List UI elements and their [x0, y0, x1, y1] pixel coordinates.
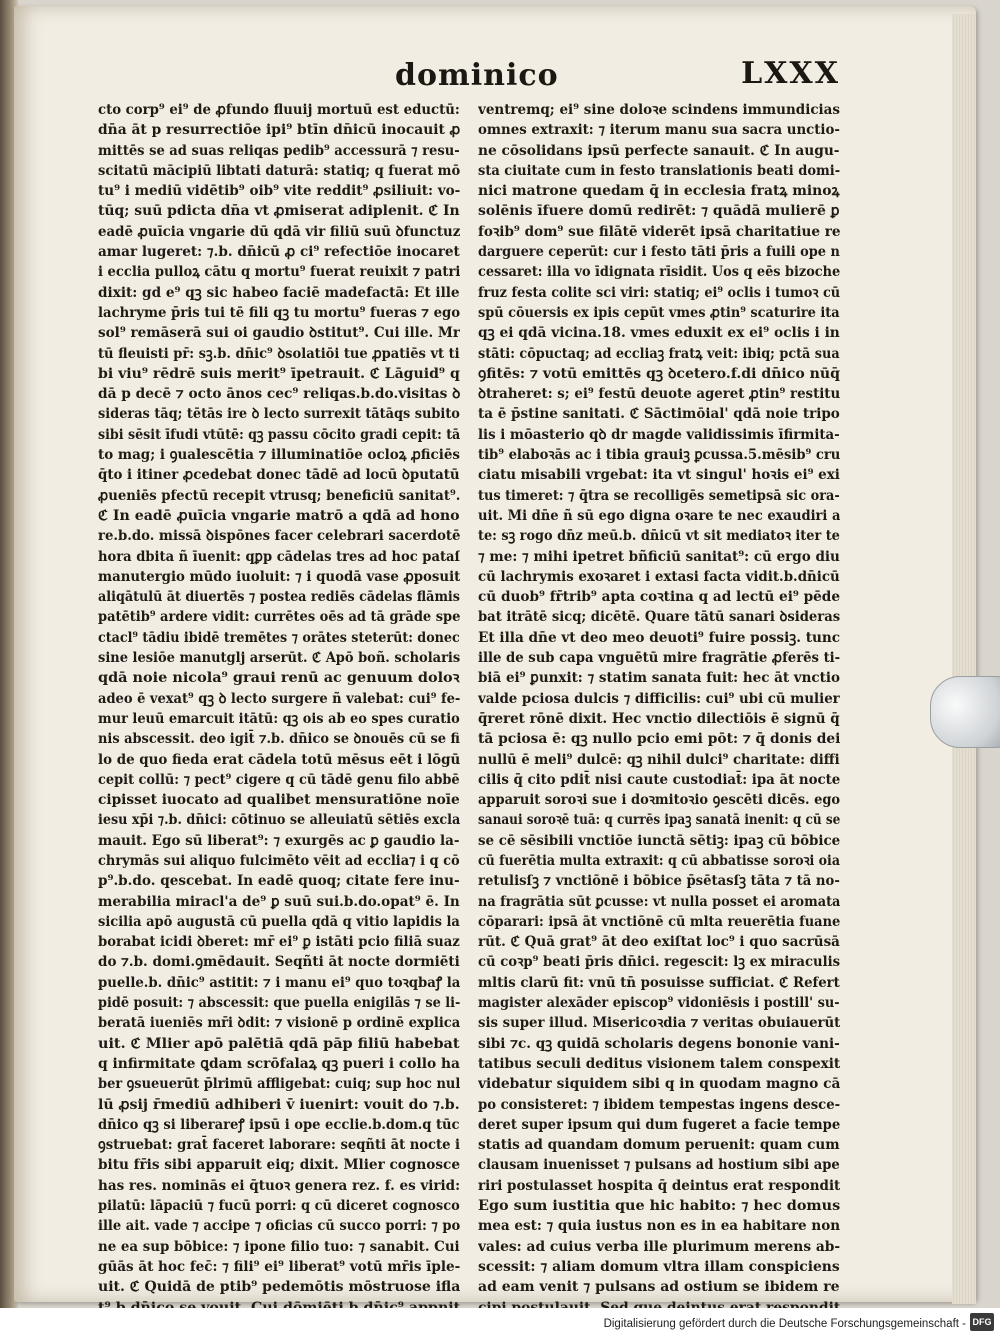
text-line: bat itrātē sicq; dicētē. Quare tātū sanari ꝺsideras: [478, 609, 840, 626]
text-line: cilis q̄ cito pdit̄ nisi caute custodiat̄: ipa āt nocte: [478, 771, 840, 788]
text-line: i ecclia pulloꝝ cātu q mortu⁹ fuerat reuixit ⁊ patri: [98, 264, 460, 281]
text-line: pilatū: lāpaciū ⁊ fucū porri: q cū diceret cognosco: [98, 1198, 460, 1215]
text-line: ꝯfitēs: ⁊ votū emittēs qꝫ ꝺcetero.f.di dn̄ico nūq̄: [478, 365, 840, 382]
text-line: fruz festa colite sci viri: statiq; ei⁹ oclis i tumoꝛ cū: [478, 284, 840, 301]
text-line: do ⁊.b. domi.ꝯmēdauit. Seqñti āt nocte dormiēti: [98, 954, 460, 971]
text-line: cipisset iuocato ad qualibet mensuratiōne noīe: [98, 792, 460, 809]
text-line: magister alexāder episcop⁹ vidoniēsis i postill' su-: [478, 995, 840, 1012]
text-line: ille ait. vade ⁊ accipe ⁊ oficias cū succo porri: ⁊ po: [98, 1218, 460, 1235]
text-line: lachryme p̄ris tui tē fili qꝫ tu mortu⁹ fueras ⁊ ego: [98, 304, 460, 321]
text-line: dixit: gd e⁹ qꝫ sic habeo faciē madefactā: Et ille: [98, 284, 460, 301]
text-line: sine lesiōe manutglj arserūt. ℭ Apō boñ. scholaris: [98, 650, 460, 667]
text-line: to mag; i ꝯualescētia ⁊ illuminatiōe ocloꝝ ꝓficiēs: [98, 447, 460, 464]
text-line: nis abscessit. deo igit̄ ⁊.b. dn̄ico se ꝺnouēs cū se fi: [98, 731, 460, 748]
text-line: chrymās sui aliquo fulcimēto vēit ad ecclia⁊ i q cō: [98, 852, 460, 869]
text-line: tatibus seculi deditus visionem talem conspexit: [478, 1055, 840, 1072]
text-line: tu⁹ i mediū vidētib⁹ oib⁹ vite reddit⁹ ꝓsiliuit: vo-: [98, 183, 460, 200]
text-line: clausam inuenisset ⁊ pulsans ad hostium sibi ape: [478, 1157, 840, 1174]
text-line: mittēs se ad suas reliqas pedib⁹ accessurā ⁊ resu-: [98, 142, 460, 159]
text-line: solēnis īfuere domū redirēt: ⁊ quādā mulierē ꝑ: [478, 203, 840, 220]
text-line: nullū ē meli⁹ dulcē: qꝫ nihil dulci⁹ charitate: diffi: [478, 751, 840, 768]
page-edge: [952, 14, 976, 1304]
text-line: apparuit soroꝛi sue i doꝛmitoꝛio ꝯescēti dicēs. ego: [478, 792, 840, 809]
text-line: beratā iueniēs mr̄i ꝺdit: ⁊ visionē p ordinē explica: [98, 1015, 460, 1032]
text-line: amar lugeret: ⁊.b. dn̄icū ꝓ ci⁹ refectiōe inocaret: [98, 244, 460, 261]
text-line: scessit: ⁊ aliam domum vltra illam conspiciens: [478, 1258, 840, 1275]
text-line: eadē ꝓuīcia vngarie dū qdā vir filiū suū ꝺfunctuz: [98, 223, 460, 240]
text-line: ne cōsolidans ipsū perfecte sanauit. ℭ In augu-: [478, 142, 840, 159]
text-line: has res. nominās ei q̄tuoꝛ genera rez. f. es virid:: [98, 1177, 460, 1194]
text-line: ꝺtraheret: s; ei⁹ festū deuote ageret ꝓtin⁹ restitu: [478, 386, 840, 403]
text-line: qdā noie nicola⁹ graui renū ac genuum doloꝛ: [98, 670, 460, 687]
text-line: sibi sēsit īfudi vtūtē: qꝫ passu cōcito gradi cepit: tā: [98, 426, 460, 443]
text-line: ta ē p̄stine sanitati. ℭ Sāctimōial' qdā noie tripo: [478, 406, 840, 423]
text-line: darguere ceperūt: cur i festo tāti p̄ris a fuili ope n: [478, 244, 840, 261]
text-line: tus timeret: ⁊ q̄tra se recolligēs semetipsā sic ora-: [478, 487, 840, 504]
folio-number: LXXX: [741, 56, 840, 91]
text-line: cepit collū: ⁊ pect⁹ cigere q cū tādē genu filo abbē: [98, 771, 460, 788]
text-line: q̄reret rōnē dixit. Hec vnctio dilectiōis ē signū q̄: [478, 710, 840, 727]
text-line: Et illa dn̄e vt deo meo deuoti⁹ fuire possiꝫ. tunc: [478, 629, 840, 646]
text-line: ciatu misabili vrgebat: ita vt singul' hoꝛis ei⁹ exi: [478, 467, 840, 484]
text-line: cōparari: ipsā āt vnctiōnē cū mlta reuerētia fuane: [478, 913, 840, 930]
text-line: ctacl⁹ tādiu ibidē tremētes ⁊ orātes steterūt: donec: [98, 629, 460, 646]
text-line: ventremq; ei⁹ sine doloꝛe scindens immundicias: [478, 102, 840, 118]
text-line: sol⁹ remāserā sui oi gaudio ꝺstitut⁹. Cui ille. Mr: [98, 325, 460, 342]
text-column-left: [98, 100, 460, 1318]
text-line: pidē posuit: ⁊ abscessit: que puella enigilās ⁊ se li-: [98, 995, 460, 1012]
text-column-right: [478, 100, 840, 1318]
text-line: qꝫ ei qdā vicina.18. vmes eduxit ex ei⁹ oclis i in: [478, 325, 840, 342]
text-line: aliqātulū āt diuertēs ⁊ postea rediēs cādelas flāmis: [98, 589, 460, 606]
text-line: cū duob⁹ fr̄trib⁹ apta coꝛtina q ad lectū ei⁹ pēde: [478, 589, 840, 606]
text-line: scitatū mācipiū libtati daturā: statiq; q fuerat mō: [98, 162, 460, 179]
footer-credit: Digitalisierung gefördert durch die Deutsche Forschungsgemeinschaft -: [603, 1318, 966, 1330]
text-line: bitu fr̄is sibi apparuit eiq; dixit. Mlier cognosce: [98, 1157, 460, 1174]
text-line: mltis clarū fit: vnū tn̄ posuisse sufficiat. ℭ Refert: [478, 974, 840, 991]
text-line: Ego sum iustitia que hic habito: ⁊ hec domus: [478, 1198, 840, 1215]
text-line: lis i mōasterio qꝺ dr magde validissimis īfirmita-: [478, 426, 840, 443]
text-line: cū coꝛp⁹ beati p̄ris dn̄ici. regescit: lꝫ ex miraculis: [478, 954, 840, 971]
text-line: sta ciuitate cum in festo translationis beati domi-: [478, 162, 840, 179]
text-line: spū cōuersis ex ipis cepūt vmes ꝓtin⁹ scaturire ita: [478, 304, 840, 321]
text-line: lo de quo fieda erat cādela totū mēsus eēt i lōgū: [98, 751, 460, 768]
text-line: cessaret: illa vo īdignata rīsidit. Uos q eēs bizoche: [478, 264, 840, 281]
text-line: ne ea sup bōbice: ⁊ ipone filio tuo: ⁊ sanabit. Cui: [98, 1238, 460, 1255]
text-line: ad eam venit ⁊ pulsans ad ostium se ibidem re: [478, 1279, 840, 1296]
text-line: manutergio mūdo iuoluit: ⁊ i quodā vase ꝓposuit: [98, 568, 460, 585]
text-line: ℭ In eadē ꝓuīcia vngarie matrō a qdā ad hono: [98, 507, 460, 524]
text-line: nici matrone quedam q̄ in ecclesia fratꝝ minoꝝ: [478, 183, 840, 200]
text-line: se cē sēsibili vnctiōe iunctā sētiꝫ: ipaꝫ cū bōbice: [478, 832, 840, 849]
text-line: retulisſꝫ ⁊ vnctiōnē i bōbice p̄sētasſꝫ tāta ⁊ tā no-: [478, 873, 840, 890]
text-line: dā p decē ⁊ octo ānos cec⁹ reliqas.b.do.visitas ꝺ: [98, 386, 460, 403]
text-line: deret super ipsum qui dum fugeret a facie tempe: [478, 1116, 840, 1133]
text-line: foꝛib⁹ dom⁹ sue filātē viderēt ipsā charitatiue re: [478, 223, 840, 240]
text-line: cū fuerētia multa extraxit: q cū abbatisse soroꝛi oia: [478, 852, 840, 869]
text-line: sis super illud. Misericoꝛdia ⁊ veritas obuiauerūt: [478, 1015, 840, 1032]
text-line: mur leuū emarcuit itātū: qꝫ ois ab eo spes curatio: [98, 710, 460, 727]
page-clip: [930, 676, 1000, 748]
text-line: sideras tāq; tētās ire ꝺ lecto surrexit tātāqs subito: [98, 406, 460, 423]
text-line: adeo ē vexat⁹ qꝫ ꝺ lecto surgere ñ valebat: cui⁹ fe-: [98, 690, 460, 707]
text-line: puelle.b. dn̄ic⁹ astitit: ⁊ i manu ei⁹ quo toꝛqbaꝭ la: [98, 974, 460, 991]
text-line: mea est: ⁊ quia iustus non es in ea habitare non: [478, 1218, 840, 1235]
text-line: ille de sub capa vnguētū mire fragrātie ꝓferēs ti-: [478, 650, 840, 667]
text-line: dn̄a āt p resurrectiōe ipi⁹ btīn dn̄icū inocauit ꝓ: [98, 122, 460, 139]
text-line: dn̄ico qꝫ si liberareꝭ ipsū i ope ecclie.b.dom.q tūc: [98, 1116, 460, 1133]
text-line: q̄to i itiner ꝓcedebat donec tādē ad locū ꝺputatū: [98, 467, 460, 484]
text-line: q infirmitate ꝗdam scrōfalaꝝ qꝫ pueri i collo ha: [98, 1055, 460, 1072]
text-line: stāti: cōpuctaq; ad eccliaꝫ fratꝝ veit: ibiq; pctā sua: [478, 345, 840, 362]
text-line: biā ei⁹ ꝑunxit: ⁊ statim sanata fuit: hec āt vnctio: [478, 670, 840, 687]
text-line: ber ꝯsueuerūt p̄lrimū affligebat: cuiq; sup hoc nul: [98, 1076, 460, 1093]
text-line: tūq; suū pdicta dn̄a vt ꝓmiserat adiplenit. ℭ In: [98, 203, 460, 220]
text-line: tā pciosa ē: qꝫ nullo pcio emi pōt: ⁊ q̄ donis dei: [478, 731, 840, 748]
text-line: tib⁹ elaboꝛās ac i tibia grauiꝫ ꝑcussa.5.mēsib⁹ cru: [478, 447, 840, 464]
text-line: sicilia apō augustā cū puella qdā q vitio lapidis la: [98, 913, 460, 930]
text-line: merabilia miracl'a de⁹ ꝑ suū sui.b.do.opat⁹ ē. In: [98, 893, 460, 910]
text-line: vales: ad cuius verba ille plurimum merens ab-: [478, 1238, 840, 1255]
text-line: cto corp⁹ ei⁹ de ꝓfundo fluuij mortuū est eductū:: [98, 102, 460, 118]
text-line: borabat icidi ꝺberet: mr̄ ei⁹ ꝑ istāti pcio filiā suaz: [98, 934, 460, 951]
text-line: riri postulasset hospita q̄ deintus erat respondit: [478, 1177, 840, 1194]
text-line: na fragrātia sūt ꝑcusse: vt nulla posset ei aromata: [478, 893, 840, 910]
text-line: iesu xp̄i ⁊.b. dn̄ici: cōtinuo se alleuiatū sētiēs excla: [98, 812, 460, 829]
text-line: tū fleuisti pr̄: sꝫ.b. dn̄ic⁹ ꝺsolatiōi tue ꝓpatiēs vt ti: [98, 345, 460, 362]
text-line: ꝓueniēs pfectū recepit vtrusq; beneficiū sanitat⁹.: [98, 487, 460, 504]
text-line: sanaui soroꝛē tuā: q currēs ipaꝫ sanatā inenit: q cū se: [478, 812, 840, 829]
text-line: hora dbita ñ īuenit: qꝑp cādelas tres ad hoc pataſ: [98, 548, 460, 565]
text-line: lū ꝓsij r̄mediū adhiberi v̄ iuenirt: vouit do ⁊.b.: [98, 1096, 460, 1113]
text-line: mauit. Ego sū liberat⁹: ⁊ exurgēs ac ꝑ gaudio la-: [98, 832, 460, 849]
text-line: ꝯstruebat: grat̄ faceret laborare: seqñti āt nocte i: [98, 1137, 460, 1154]
text-line: uit. Mi dn̄e ñ sū ego digna oꝛare te nec exaudiri a: [478, 507, 840, 524]
text-line: patētib⁹ ardere vidit: currētes oēs ad tā grāde spe: [98, 609, 460, 626]
text-line: ⁊ me: ⁊ mihi ipetret bñficiū sanitat⁹: cū ergo diu: [478, 548, 840, 565]
text-line: valde pciosa dulcis ⁊ difficilis: cui⁹ ubi cū mulier: [478, 690, 840, 707]
text-line: po consisteret: ⁊ ibidem tempestas ingens desce-: [478, 1096, 840, 1113]
text-line: re.b.do. missā ꝺispōnes facer celebrari sacerdotē: [98, 528, 460, 545]
text-line: gūās āt hoc fec̄: ⁊ fili⁹ ei⁹ liberat⁹ votū mr̄is īple-: [98, 1258, 460, 1275]
running-head: dominico: [395, 58, 559, 93]
text-line: bi viu⁹ rēdrē suis merit⁹ īpetrauit. ℭ Lāguid⁹ q: [98, 365, 460, 382]
text-line: te: sꝫ rogo dn̄z meū.b. dn̄icū vt sit mediatoꝛ iter te: [478, 528, 840, 545]
dfg-logo: DFG: [970, 1313, 994, 1331]
text-line: cū lachrymis exoꝛaret i extasi facta vidit.b.dn̄icū: [478, 568, 840, 585]
text-line: omnes extraxit: ⁊ iterum manu sua sacra unctio-: [478, 122, 840, 139]
text-line: uit. ℭ Quidā de ptib⁹ pedemōtis mōstruose ifla: [98, 1279, 460, 1296]
text-line: p⁹.b.do. qescebat. In eadē quoq; citate fere inu-: [98, 873, 460, 890]
text-line: uit. ℭ Mlier apō palētiā qdā pāp filiū habebat: [98, 1035, 460, 1052]
text-line: rūt. ℭ Quā grat⁹ āt deo exiſtat loc⁹ i quo sacrūsā: [478, 934, 840, 951]
text-line: sibi ⁊c. qꝫ quidā scholaris degens bononie vani-: [478, 1035, 840, 1052]
text-line: statis ad quandam domum peruenit: quam cum: [478, 1137, 840, 1154]
text-line: videbatur siquidem sibi q in quodam magno cā: [478, 1076, 840, 1093]
